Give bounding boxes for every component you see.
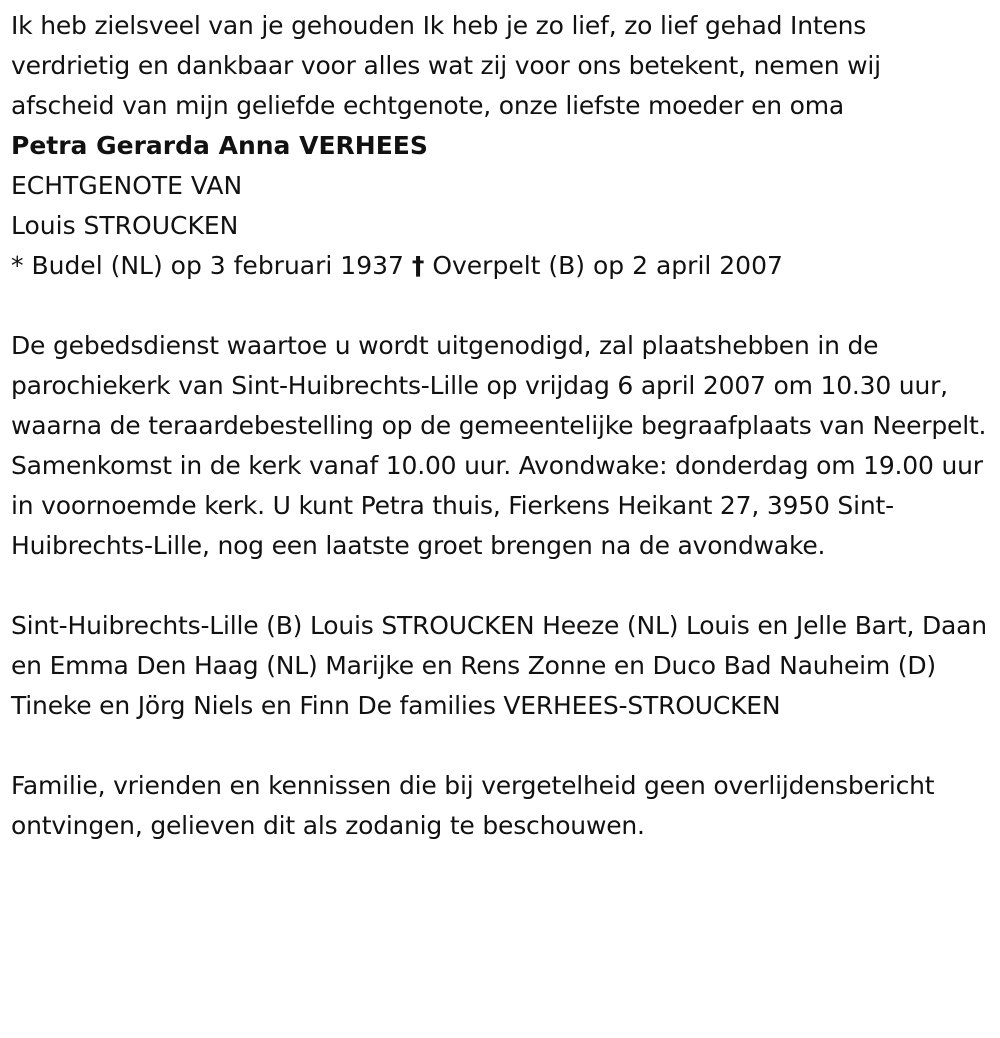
service-text: De gebedsdienst waartoe u wordt uitgenodigd, zal plaatshebben in de parochiekerk van Sint-Huibrechts-Lille op vrijdag 6 april 2007 om 10.30 uur, waarna de teraardebestelling op de gemeentelijke begraafplaats van Neerpelt. Samenkomst in de kerk vanaf 10.00 uur. Avondwake: donderdag om 19.00 uur in voornoemde kerk. U kunt Petra thuis, Fierkens Heikant 27, 3950 Sint-Huibrechts-Lille, nog een laatste groet brengen na de avondwake.: [11, 331, 987, 560]
obituary-notice: [11, 6, 991, 846]
deceased-name: Petra Gerarda Anna VERHEES: [11, 131, 428, 160]
cross-icon: †: [411, 251, 425, 280]
birth-info: * Budel (NL) op 3 februari 1937: [11, 251, 404, 280]
life-dates: [11, 246, 991, 286]
closing-text: Familie, vrienden en kennissen die bij vergetelheid geen overlijdensbericht ontvingen, gelieven dit als zodanig te beschouwen.: [11, 771, 935, 840]
relation-label: ECHTGENOTE VAN: [11, 171, 243, 200]
death-info: Overpelt (B) op 2 april 2007: [432, 251, 783, 280]
spouse-name: Louis STROUCKEN: [11, 211, 239, 240]
family-text: Sint-Huibrechts-Lille (B) Louis STROUCKEN Heeze (NL) Louis en Jelle Bart, Daan en Emma Den Haag (NL) Marijke en Rens Zonne en Duco Bad Nauheim (D) Tineke en Jörg Niels en Finn De families VERHEES-STROUCKEN: [11, 611, 987, 720]
intro-text: Ik heb zielsveel van je gehouden Ik heb je zo lief, zo lief gehad Intens verdrietig en dankbaar voor alles wat zij voor ons betekent, nemen wij afscheid van mijn geliefde echtgenote, onze liefste moeder en oma: [11, 11, 881, 120]
